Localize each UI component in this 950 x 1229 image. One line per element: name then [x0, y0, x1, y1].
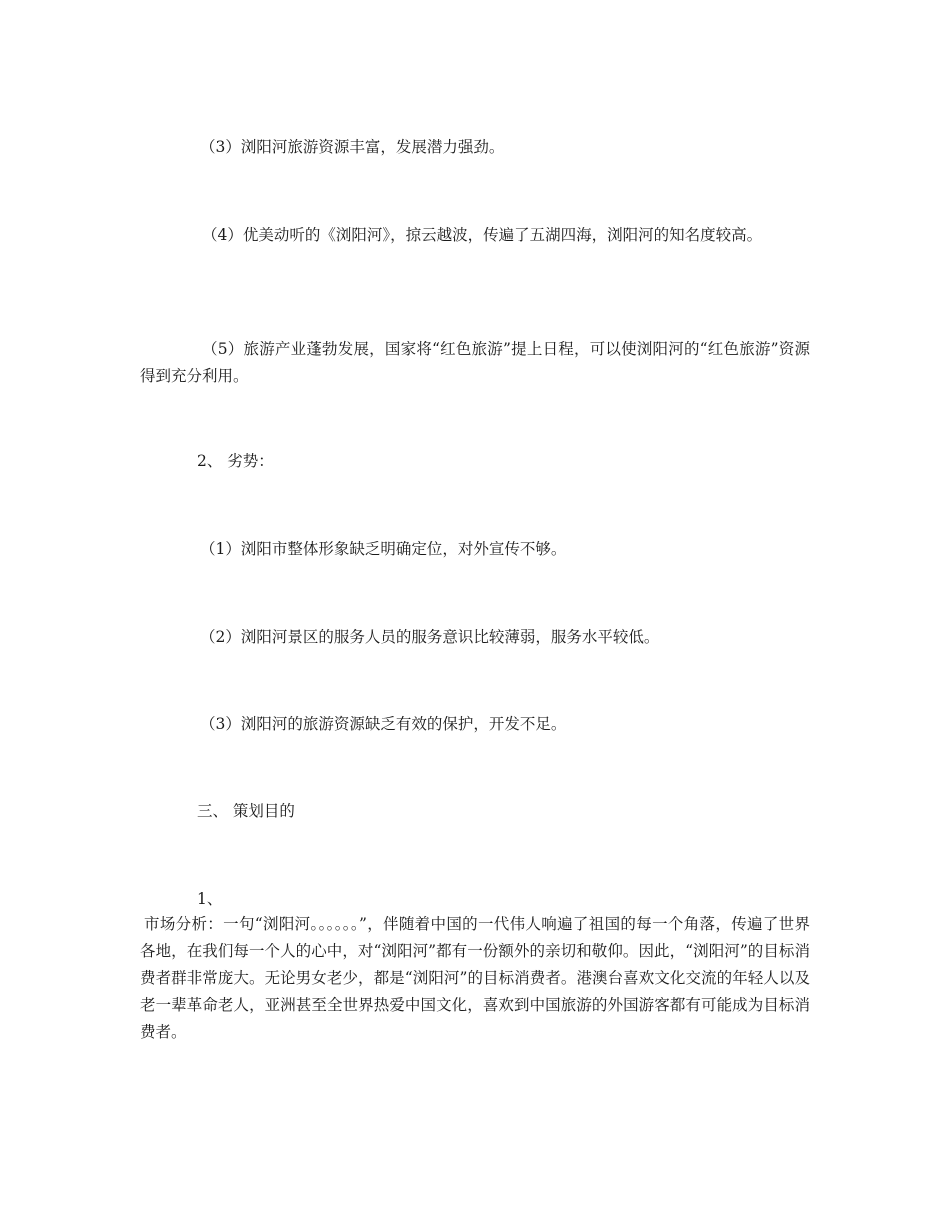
subsection-number: 1、	[197, 890, 223, 908]
market-analysis-paragraph: 市场分析：一句“浏阳河。。。。。。”，伴随着中国的一代伟人响遍了祖国的每一个角落，传遍了世界各地，在我们每一个人的心中，对“浏阳河”都有一份额外的亲切和敬仰。因此，“浏阳河”的目标消费者群非常庞大。无论男女老少，都是“浏阳河”的目标消费者。港澳台喜欢文化交流的年轻人以及老一辈革命老人，亚洲甚至全世界热爱中国文化，喜欢到中国旅游的外国游客都有可能成为目标消费者。	[140, 915, 810, 1041]
strength-item-4: （4）优美动听的《浏阳河》，掠云越波，传遍了五湖四海，浏阳河的知名度较高。	[202, 226, 763, 244]
weakness-item-1: （1）浏阳市整体形象缺乏明确定位，对外宣传不够。	[200, 540, 567, 558]
strength-item-3: （3）浏阳河旅游资源丰富，发展潜力强劲。	[200, 138, 505, 156]
section-heading-planning-purpose: 三、 策划目的	[197, 802, 295, 820]
weakness-item-2: （2）浏阳河景区的服务人员的服务意识比较薄弱，服务水平较低。	[200, 628, 660, 646]
weakness-heading: 2、 劣势：	[197, 452, 274, 470]
weakness-item-3: （3）浏阳河的旅游资源缺乏有效的保护，开发不足。	[200, 715, 567, 733]
strength-item-5: （5）旅游产业蓬勃发展，国家将“红色旅游”提上日程，可以使浏阳河的“红色旅游”资源得到充分利用。	[140, 340, 810, 385]
